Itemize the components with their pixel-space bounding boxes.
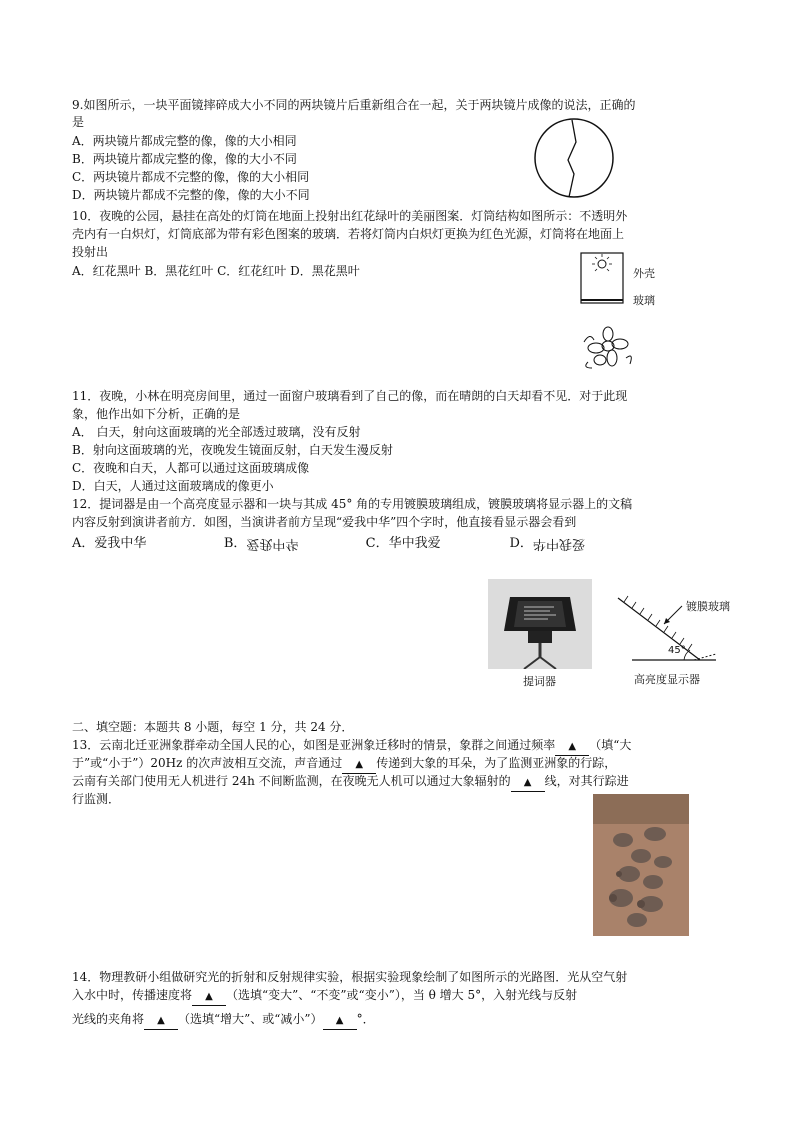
- label-angle: 45°: [668, 645, 686, 656]
- q14-line3: [72, 1011, 375, 1030]
- q12-option-c-label: C．: [365, 536, 389, 551]
- q11-option-a: A． 白天，射向这面玻璃的光全部透过玻璃，没有反射: [72, 425, 361, 439]
- caption-teleprompter: 提词器: [523, 675, 556, 688]
- q12-option-d-text: 爱我中华: [532, 536, 585, 551]
- q9-stem-line2: 是: [72, 115, 85, 129]
- answer-blank[interactable]: ▲: [323, 1012, 357, 1030]
- q10-stem-line1: 10．夜晚的公园，悬挂在高处的灯筒在地面上投射出红花绿叶的美丽图案．灯筒结构如图所示：不透明外: [72, 209, 628, 223]
- q13-text: 云南有关部门使用无人机进行 24h 不间断监测，在夜晚无人机可以通过大象辐射的: [72, 774, 511, 788]
- q14-line1: 14．物理教研小组做研究光的折射和反射规律实验，根据实验现象绘制了如图所示的光路图．光从空气射: [72, 970, 628, 984]
- q9-option-d: D．两块镜片都成不完整的像，像的大小不同: [72, 188, 310, 202]
- q11-option-b: B．射向这面玻璃的光，夜晚发生镜面反射，白天发生漫反射: [72, 443, 393, 457]
- q12-options: [72, 535, 613, 552]
- answer-blank[interactable]: ▲: [511, 774, 545, 792]
- label-coated-glass: 镀膜玻璃: [686, 600, 730, 613]
- label-display: 高亮度显示器: [634, 673, 700, 686]
- q9-option-c: C．两块镜片都成不完整的像，像的大小相同: [72, 170, 310, 184]
- q9-option-a: A．两块镜片都成完整的像，像的大小相同: [72, 134, 297, 148]
- q10-stem-line2: 壳内有一白炽灯，灯筒底部为带有彩色图案的玻璃．若将灯筒内白炽灯更换为红色光源，灯筒将在地面上: [72, 227, 625, 241]
- q14-text: 入水中时，传播速度将: [72, 988, 193, 1002]
- q14-text: 光线的夹角将: [72, 1012, 145, 1026]
- q13-line4: 行监测．: [72, 792, 121, 806]
- q9-stem-line1: 9.如图所示，一块平面镜摔碎成大小不同的两块镜片后重新组合在一起，关于两块镜片成像的说法，正确的: [72, 98, 636, 112]
- answer-blank[interactable]: ▲: [555, 738, 589, 756]
- q14-text: （选填“增大”、或“减小”）: [178, 1012, 323, 1026]
- q12-option-a-text: 爱我中华: [94, 536, 147, 551]
- q13-text: （填“大: [589, 738, 632, 752]
- q10-stem-line3: 投射出: [72, 245, 109, 259]
- flower-pattern-figure: [578, 322, 638, 372]
- lamp-tube-figure: [578, 250, 628, 308]
- q13-line3: [72, 773, 629, 792]
- q13-line1: [72, 737, 631, 756]
- label-shell: 外壳: [633, 267, 655, 280]
- section2-title: 二、填空题：本题共 8 小题，每空 1 分，共 24 分．: [72, 720, 354, 734]
- q9-option-b: B．两块镜片都成完整的像，像的大小不同: [72, 152, 297, 166]
- q11-option-c: C．夜晚和白天，人都可以通过这面玻璃成像: [72, 461, 310, 475]
- elephant-herd-photo: [593, 794, 689, 936]
- q11-option-d: D．白天，人通过这面玻璃成的像更小: [72, 479, 274, 493]
- q12-option-b-text: 爱我中华: [246, 536, 299, 551]
- q14-text: °．: [356, 1012, 375, 1026]
- q13-text: 13．云南北迁亚洲象群牵动全国人民的心，如图是亚洲象迁移时的情景，象群之间通过频率: [72, 738, 556, 752]
- q14-text: （选填“变大”、“不变”或“变小”），当 θ 增大 5°，入射光线与反射: [226, 988, 578, 1002]
- q12-stem-line2: 内容反射到演讲者前方．如图，当演讲者前方呈现“爱我中华”四个字时，他直接看显示器会看到: [72, 515, 577, 529]
- q11-stem-line2: 象，他作出如下分析，正确的是: [72, 407, 241, 421]
- q12-option-d-label: D．: [509, 536, 533, 551]
- q10-options: A．红花黑叶 B．黑花红叶 C．红花红叶 D．黑花黑叶: [72, 264, 360, 278]
- broken-mirror-figure: [532, 116, 616, 200]
- teleprompter-photo: [488, 579, 592, 669]
- q12-stem-line1: 12．提词器是由一个高亮度显示器和一块与其成 45° 角的专用镀膜玻璃组成，镀膜玻璃将显示器上的文稿: [72, 497, 633, 511]
- q14-line2: [72, 987, 577, 1006]
- q13-text: 于”或“小于”）20Hz 的次声波相互交流，声音通过: [72, 756, 343, 770]
- label-glass: 玻璃: [633, 294, 655, 307]
- q12-option-b-label: B．: [223, 536, 247, 551]
- answer-blank[interactable]: ▲: [192, 988, 226, 1006]
- q12-option-c-text: 华中我爱: [388, 536, 441, 551]
- answer-blank[interactable]: ▲: [342, 756, 376, 774]
- q11-stem-line1: 11．夜晚，小林在明亮房间里，通过一面窗户玻璃看到了自己的像，而在晴朗的白天却看不见．对于此现: [72, 389, 628, 403]
- q13-text: 传递到大象的耳朵，为了监测亚洲象的行踪，: [376, 756, 617, 770]
- q13-line2: [72, 755, 616, 774]
- q13-text: 线，对其行踪进: [544, 774, 629, 788]
- answer-blank[interactable]: ▲: [144, 1012, 178, 1030]
- q12-option-a-label: A．: [72, 536, 95, 551]
